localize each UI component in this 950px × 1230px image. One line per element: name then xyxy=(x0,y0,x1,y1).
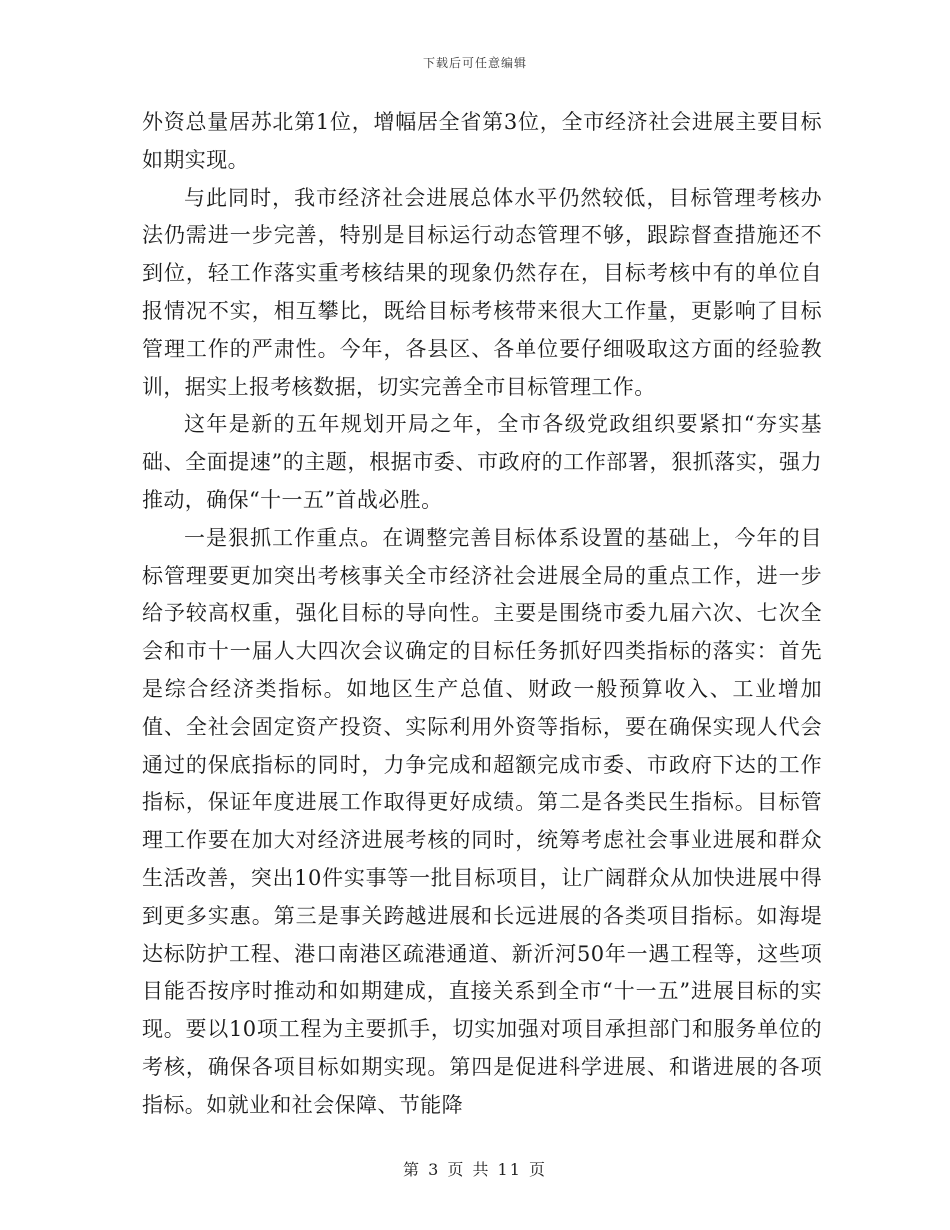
page-header-note: 下载后可任意编辑 xyxy=(422,56,527,70)
paragraph: 一是狠抓工作重点。在调整完善目标体系设置的基础上，今年的目标管理要更加突出考核事关全市经济社会进展全局的重点工作，进一步给予较高权重，强化目标的导向性。主要是围绕市委九届六次、七次全会和市十一届人大四次会议确定的目标任务抓好四类指标的落实：首先是综合经济类指标。如地区生产总值、财政一般预算收入、工业增加值、全社会固定资产投资、实际利用外资等指标，要在确保实现人代会通过的保底指标的同时，力争完成和超额完成市委、市政府下达的工作指标，保证年度进展工作取得更好成绩。第二是各类民生指标。目标管理工作要在加大对经济进展考核的同时，统筹考虑社会事业进展和群众生活改善，突出10件实事等一批目标项目，让广阔群众从加快进展中得到更多实惠。第三是事关跨越进展和长远进展的各类项目指标。如海堤达标防护工程、港口南港区疏港通道、新沂河50年一遇工程等，这些项目能否按序时推动和如期建成，直接关系到全市“十一五”进展目标的实现。要以10项工程为主要抓手，切实加强对项目承担部门和服务单位的考核，确保各项目标如期实现。第四是促进科学进展、和谐进展的各项指标。如就业和社会保障、节能降 xyxy=(142,525,822,1117)
paragraph: 这年是新的五年规划开局之年，全市各级党政组织要紧扣“夯实基础、全面提速”的主题，根据市委、市政府的工作部署，狠抓落实，强力推动，确保“十一五”首战必胜。 xyxy=(142,412,822,512)
document-body xyxy=(142,104,822,1125)
paragraph: 与此同时，我市经济社会进展总体水平仍然较低，目标管理考核办法仍需进一步完善，特别是目标运行动态管理不够，跟踪督查措施还不到位，轻工作落实重考核结果的现象仍然存在，目标考核中有的单位自报情况不实，相互攀比，既给目标考核带来很大工作量，更影响了目标管理工作的严肃性。今年，各县区、各单位要仔细吸取这方面的经验教训，据实上报考核数据，切实完善全市目标管理工作。 xyxy=(142,185,822,399)
page-number: 第 3 页 共 11 页 xyxy=(403,1160,547,1179)
paragraph-continuation: 外资总量居苏北第1位，增幅居全省第3位，全市经济社会进展主要目标如期实现。 xyxy=(142,110,822,172)
